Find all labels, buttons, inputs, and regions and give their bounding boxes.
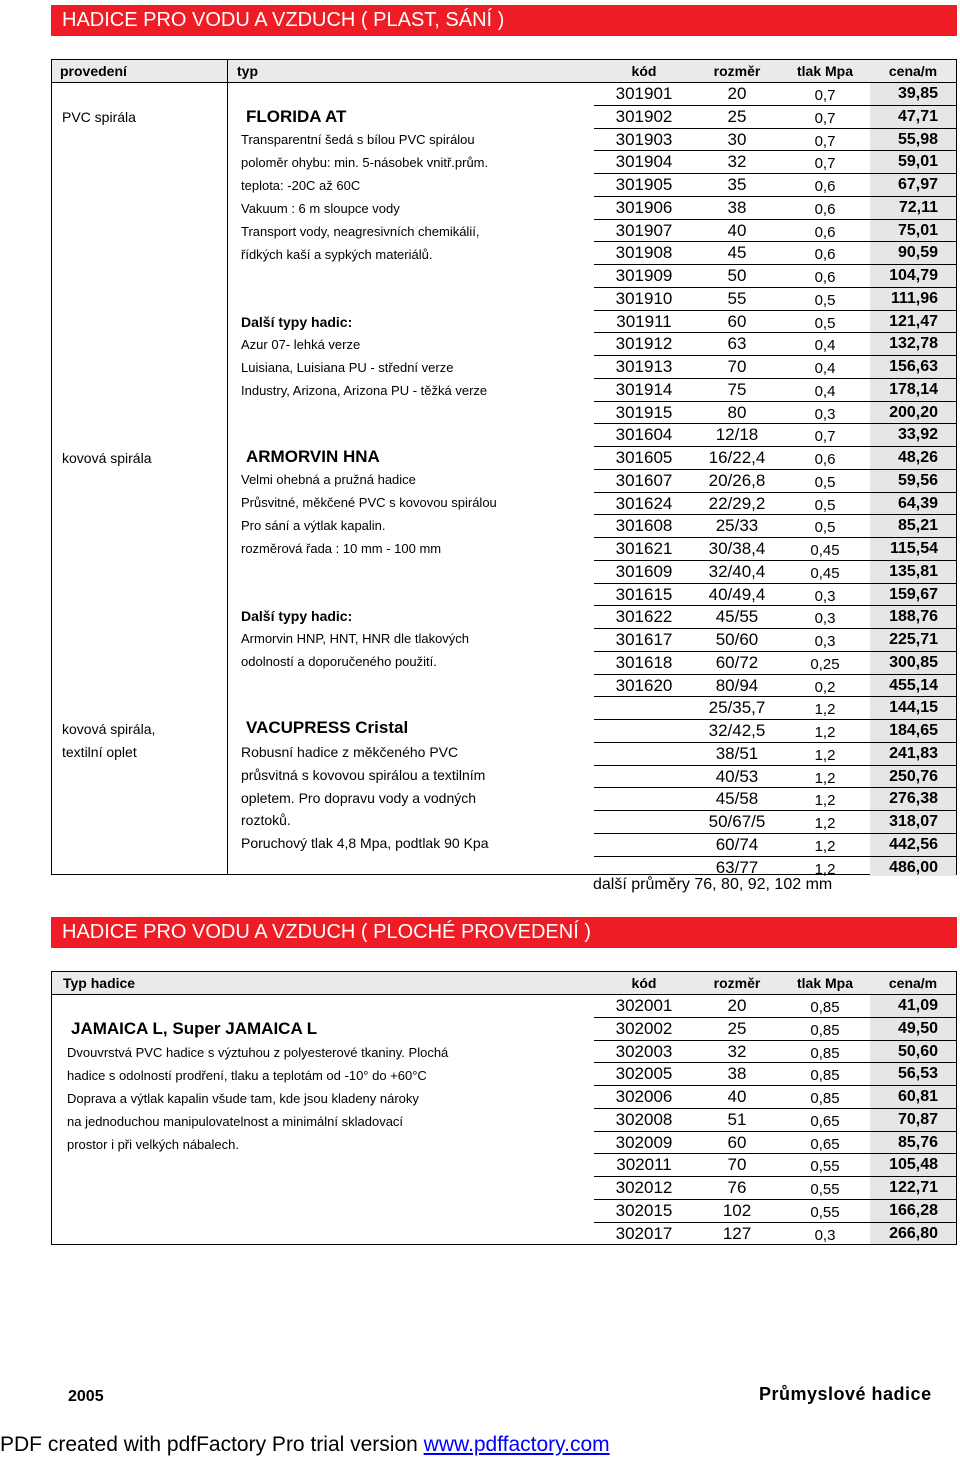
rozmer-cell: 20 (727, 84, 747, 103)
rozmer-cell: 51 (727, 1109, 747, 1129)
product-desc-line: Dvouvrstvá PVC hadice s výztuhou z polyesterové tkaniny. Plochá (67, 1045, 449, 1060)
product-desc-line: rozměrová řada : 10 mm - 100 mm (241, 541, 442, 556)
kod-cell: 301615 (615, 584, 673, 604)
product-desc-line: na jednoduchou manipulovatelnost a minimální skladovací (67, 1114, 404, 1129)
cena-cell: 48,26 (897, 449, 938, 466)
provedeni-label: kovová spirála (62, 450, 152, 466)
table-row (52, 584, 956, 607)
tlak-cell: 0,2 (814, 678, 836, 696)
tlak-cell: 0,55 (810, 1158, 840, 1176)
kod-cell: 301905 (615, 175, 673, 194)
rozmer-cell: 70 (727, 1155, 747, 1175)
product-desc-line: řídkých kaší a sypkých materiálů. (241, 247, 433, 262)
table-row (52, 515, 956, 538)
product-title: ARMORVIN HNA (246, 447, 380, 466)
rozmer-cell: 50 (727, 266, 747, 285)
other-type-line: Azur 07- lehká verze (241, 337, 361, 352)
rozmer-cell: 25 (727, 1018, 747, 1038)
table-row (52, 538, 956, 561)
table-row (52, 242, 956, 265)
kod-cell: 301907 (615, 220, 673, 240)
tlak-cell: 0,3 (814, 633, 836, 650)
rozmer-cell: 40/53 (715, 766, 759, 786)
rozmer-cell: 60/74 (715, 834, 759, 854)
rozmer-cell: 55 (727, 288, 747, 308)
table-row (52, 788, 956, 811)
rozmer-cell: 60/72 (715, 652, 759, 672)
footer-title: Průmyslové hadice (759, 1384, 932, 1404)
kod-cell: 301901 (615, 84, 673, 103)
tlak-cell: 0,3 (814, 1226, 836, 1244)
rozmer-cell: 20 (727, 996, 747, 1015)
kod-cell: 301912 (615, 334, 673, 354)
table-row (52, 470, 956, 493)
rozmer-cell: 35 (727, 175, 747, 194)
rozmer-cell: 45/55 (715, 607, 759, 627)
cena-cell: 55,98 (897, 130, 938, 148)
tlak-cell: 0,4 (814, 337, 836, 355)
header-typ: typ (237, 63, 258, 79)
header-kod: kód (631, 63, 657, 79)
product-title: VACUPRESS Cristal (246, 718, 409, 737)
tlak-cell: 0,4 (814, 382, 836, 400)
product-title: JAMAICA L, Super JAMAICA L (71, 1019, 318, 1038)
other-types-label: Další typy hadic: (241, 608, 353, 624)
tlak-cell: 0,5 (814, 496, 836, 514)
product-desc-line: teplota: -20C až 60C (241, 178, 361, 193)
table-row (52, 995, 956, 1018)
table-row (52, 402, 956, 425)
tlak-cell: 1,2 (814, 815, 836, 832)
kod-cell: 301904 (615, 152, 673, 172)
cena-cell: 486,00 (889, 858, 938, 876)
table-row (52, 220, 956, 243)
rozmer-cell: 102 (722, 1200, 752, 1220)
kod-cell: 301910 (615, 288, 673, 308)
table-row (52, 629, 956, 652)
rozmer-cell: 40 (727, 220, 747, 240)
cena-cell: 250,76 (889, 767, 938, 785)
tlak-cell: 1,2 (814, 724, 836, 741)
cena-cell: 135,81 (889, 562, 938, 580)
tlak-cell: 0,55 (810, 1203, 840, 1221)
kod-cell: 301903 (615, 129, 673, 149)
kod-cell: 302017 (615, 1223, 673, 1243)
tlak-cell: 1,2 (814, 792, 836, 810)
rozmer-cell: 80 (727, 402, 747, 422)
kod-cell: 301911 (616, 311, 672, 331)
cena-cell: 276,38 (889, 790, 938, 808)
table-row (52, 174, 956, 197)
tlak-cell: 0,85 (810, 1021, 840, 1039)
rozmer-cell: 63/77 (715, 857, 759, 877)
footer-year: 2005 (68, 1388, 104, 1405)
tlak-cell: 0,85 (810, 1044, 840, 1062)
table-row (52, 1177, 956, 1200)
tlak-cell: 0,55 (810, 1181, 840, 1198)
table-row (52, 606, 956, 629)
cena-cell: 105,48 (889, 1156, 938, 1174)
kod-cell: 301902 (615, 106, 673, 126)
rozmer-cell: 32 (727, 152, 747, 172)
cena-cell: 85,21 (897, 517, 938, 535)
product-desc-line: průsvitná s kovovou spirálou a textilním (241, 767, 486, 783)
diameters-note: další průměry 76, 80, 92, 102 mm (593, 876, 833, 893)
provedeni-label: textilní oplet (62, 744, 137, 760)
tlak-cell: 0,6 (814, 223, 836, 241)
kod-cell: 302015 (615, 1200, 673, 1220)
other-type-line: odolností a doporučeného použití. (241, 654, 437, 669)
other-type-line: Industry, Arizona, Arizona PU - těžká verze (241, 383, 488, 398)
rozmer-cell: 60 (727, 311, 747, 331)
cena-cell: 225,71 (889, 631, 938, 648)
section-title: HADICE PRO VODU A VZDUCH ( PLAST, SÁNÍ ) (51, 5, 957, 36)
cena-cell: 59,56 (897, 471, 938, 489)
cena-cell: 266,80 (889, 1224, 938, 1242)
kod-cell: 302008 (615, 1109, 673, 1129)
cena-cell: 132,78 (889, 335, 938, 353)
kod-cell: 301608 (615, 516, 673, 536)
header-tlak: tlak Mpa (796, 63, 853, 79)
rozmer-cell: 70 (727, 357, 747, 376)
rozmer-cell: 63 (727, 334, 747, 354)
other-type-line: Armorvin HNP, HNT, HNR dle tlakových (241, 631, 470, 646)
cena-cell: 47,71 (897, 107, 938, 125)
product-desc-line: Robusní hadice z měkčeného PVC (241, 744, 459, 760)
header-cena: cena/m (888, 975, 938, 991)
table-row (52, 720, 956, 743)
pdf-watermark (0, 1433, 610, 1457)
header-typ: Typ hadice (63, 975, 136, 991)
cena-cell: 442,56 (889, 835, 938, 853)
rozmer-cell: 32/42,5 (708, 721, 766, 740)
cena-cell: 49,50 (897, 1019, 938, 1037)
rozmer-cell: 50/67/5 (708, 812, 766, 831)
cena-cell: 59,01 (897, 153, 938, 171)
tlak-cell: 0,6 (814, 200, 836, 218)
tlak-cell: 0,3 (814, 587, 836, 605)
table-row (52, 697, 956, 720)
table-row (52, 675, 956, 698)
header-rozmer: rozměr (713, 975, 761, 991)
product-desc-line: Doprava a výtlak kapalin všude tam, kde jsou kladeny nároky (67, 1091, 419, 1106)
kod-cell: 301906 (615, 197, 673, 217)
cena-cell: 144,15 (889, 699, 938, 717)
tlak-cell: 0,65 (810, 1135, 840, 1153)
price-table (51, 59, 957, 878)
kod-cell: 301915 (615, 402, 673, 422)
kod-cell: 301618 (615, 652, 673, 672)
table-header (52, 972, 956, 995)
rozmer-cell: 25/33 (715, 516, 759, 536)
header-rozmer: rozměr (713, 63, 761, 79)
cena-cell: 75,01 (897, 221, 938, 239)
product-desc-line: Transparentní šedá s bílou PVC spirálou (241, 132, 475, 147)
tlak-cell: 0,45 (810, 564, 840, 582)
tlak-cell: 0,25 (810, 655, 840, 673)
section-title: HADICE PRO VODU A VZDUCH ( PLOCHÉ PROVEDENÍ ) (51, 917, 957, 948)
kod-cell: 302001 (615, 996, 673, 1015)
kod-cell: 301604 (615, 425, 673, 445)
cena-cell: 184,65 (889, 722, 938, 739)
rozmer-cell: 25/35,7 (708, 698, 766, 718)
cena-cell: 72,11 (898, 198, 938, 216)
table-row (52, 766, 956, 789)
kod-cell: 301617 (615, 630, 673, 649)
product-desc-line: opletem. Pro dopravu vody a vodných (241, 790, 477, 806)
cena-cell: 455,14 (889, 676, 938, 694)
cena-cell: 70,87 (897, 1110, 938, 1128)
other-types-label: Další typy hadic: (241, 314, 353, 330)
table-row (52, 561, 956, 584)
rozmer-cell: 80/94 (715, 675, 759, 695)
header-tlak: tlak Mpa (796, 975, 853, 991)
cena-cell: 159,67 (889, 585, 938, 603)
product-desc-line: hadice s odolností prodření, tlaku a teplotám od -10° do +60°C (67, 1068, 427, 1083)
tlak-cell: 0,85 (810, 1067, 840, 1085)
kod-cell: 301609 (615, 561, 673, 581)
cena-cell: 50,60 (897, 1042, 938, 1060)
cena-cell: 156,63 (889, 358, 938, 375)
rozmer-cell: 32/40,4 (708, 561, 766, 581)
product-desc-line: Velmi ohebná a pružná hadice (241, 472, 416, 487)
rozmer-cell: 30/38,4 (708, 539, 766, 558)
tlak-cell: 1,2 (814, 769, 836, 787)
kod-cell: 301605 (615, 448, 673, 467)
other-type-line: Luisiana, Luisiana PU - střední verze (241, 360, 454, 375)
cena-cell: 122,71 (889, 1179, 938, 1196)
rozmer-cell: 30 (727, 129, 747, 149)
table-row (52, 197, 956, 220)
product-desc-line: roztoků. (241, 812, 291, 828)
kod-cell: 301908 (615, 243, 673, 263)
table-row (52, 379, 956, 402)
tlak-cell: 0,6 (814, 451, 836, 468)
table-row (52, 106, 956, 129)
tlak-cell: 0,85 (810, 999, 840, 1016)
product-desc-line: prostor i při velkých nábalech. (67, 1137, 239, 1152)
kod-cell: 301913 (615, 357, 673, 376)
pdffactory-link[interactable]: www.pdffactory.com (423, 1433, 610, 1456)
tlak-cell: 0,85 (810, 1090, 840, 1107)
pdf-watermark-text: PDF created with pdfFactory Pro trial version (0, 1433, 424, 1456)
kod-cell: 302012 (615, 1178, 673, 1197)
cena-cell: 60,81 (897, 1088, 938, 1105)
product-desc-line: Vakuum : 6 m sloupce vody (241, 201, 400, 216)
tlak-cell: 0,45 (810, 542, 840, 559)
table-row (52, 811, 956, 834)
kod-cell: 301620 (615, 675, 673, 695)
cena-cell: 115,54 (889, 540, 938, 557)
cena-cell: 318,07 (889, 813, 938, 830)
tlak-cell: 0,5 (814, 291, 836, 309)
rozmer-cell: 45/58 (715, 789, 759, 809)
rozmer-cell: 16/22,4 (708, 448, 766, 467)
cena-cell: 188,76 (889, 608, 938, 626)
rozmer-cell: 32 (727, 1041, 747, 1061)
rozmer-cell: 20/26,8 (708, 470, 766, 490)
rozmer-cell: 12/18 (715, 425, 759, 445)
tlak-cell: 0,5 (814, 473, 836, 491)
kod-cell: 301622 (615, 607, 673, 627)
table-row (52, 424, 956, 447)
rozmer-cell: 45 (727, 243, 747, 263)
tlak-cell: 1,2 (814, 701, 836, 719)
table-row (52, 356, 956, 379)
table-row (52, 834, 956, 857)
price-table (51, 971, 957, 1245)
cena-cell: 85,76 (897, 1133, 938, 1151)
tlak-cell: 0,5 (814, 519, 836, 537)
tlak-cell: 0,3 (814, 405, 836, 423)
provedeni-label: PVC spirála (62, 109, 136, 125)
header-kod: kód (631, 975, 657, 991)
tlak-cell: 0,7 (814, 109, 836, 127)
cena-cell: 111,96 (890, 289, 938, 307)
header-provedeni: provedení (60, 63, 127, 79)
cena-cell: 241,83 (889, 744, 938, 762)
tlak-cell: 0,7 (814, 428, 836, 446)
kod-cell: 302006 (615, 1087, 673, 1106)
product-title: FLORIDA AT (246, 107, 347, 126)
table-row (52, 265, 956, 288)
cena-cell: 39,85 (897, 85, 938, 102)
kod-cell: 301621 (615, 539, 673, 558)
rozmer-cell: 38/51 (715, 743, 759, 763)
kod-cell: 301914 (615, 379, 673, 399)
header-cena: cena/m (888, 63, 938, 79)
cena-cell: 121,47 (889, 312, 938, 330)
table-row (52, 1200, 956, 1223)
kod-cell: 302009 (615, 1132, 673, 1152)
rozmer-cell: 75 (727, 379, 747, 399)
kod-cell: 302005 (615, 1064, 673, 1084)
kod-cell: 302003 (615, 1041, 673, 1061)
tlak-cell: 1,2 (814, 860, 836, 878)
cena-cell: 166,28 (889, 1201, 938, 1219)
tlak-cell: 0,3 (814, 610, 836, 628)
tlak-cell: 0,4 (814, 360, 836, 377)
product-desc-line: Transport vody, neagresivních chemikálií, (241, 224, 480, 239)
cena-cell: 90,59 (897, 244, 938, 262)
table-row (52, 311, 956, 334)
cena-cell: 104,79 (889, 267, 938, 284)
table-row (52, 493, 956, 516)
cena-cell: 200,20 (889, 403, 938, 421)
tlak-cell: 0,7 (814, 87, 836, 104)
rozmer-cell: 38 (727, 197, 747, 217)
rozmer-cell: 40 (727, 1087, 747, 1106)
tlak-cell: 0,7 (814, 132, 836, 150)
table-row (52, 743, 956, 766)
tlak-cell: 0,65 (810, 1112, 840, 1130)
cena-cell: 33,92 (897, 426, 938, 444)
cena-cell: 67,97 (897, 176, 938, 193)
kod-cell: 301624 (615, 493, 673, 513)
tlak-cell: 1,2 (814, 837, 836, 855)
tlak-cell: 0,7 (814, 155, 836, 173)
tlak-cell: 0,5 (814, 314, 836, 332)
rozmer-cell: 76 (727, 1178, 747, 1197)
cena-cell: 178,14 (889, 380, 938, 398)
kod-cell: 301909 (615, 266, 673, 285)
table-row (52, 129, 956, 152)
table-row (52, 151, 956, 174)
cena-cell: 41,09 (897, 997, 938, 1014)
table-row (52, 1223, 956, 1246)
table-row (52, 1154, 956, 1177)
tlak-cell: 0,6 (814, 246, 836, 264)
cena-cell: 64,39 (897, 494, 938, 512)
rozmer-cell: 50/60 (715, 630, 759, 649)
table-row (52, 288, 956, 311)
tlak-cell: 0,6 (814, 269, 836, 286)
table-row (52, 333, 956, 356)
product-desc-line: Poruchový tlak 4,8 Mpa, podtlak 90 Kpa (241, 835, 489, 851)
kod-cell: 301607 (615, 470, 673, 490)
product-desc-line: Průsvitné, měkčené PVC s kovovou spirálou (241, 495, 497, 510)
table-header (52, 60, 956, 83)
rozmer-cell: 127 (722, 1223, 752, 1243)
rozmer-cell: 60 (727, 1132, 747, 1152)
cena-cell: 56,53 (897, 1065, 938, 1083)
product-desc-line: Pro sání a výtlak kapalin. (241, 518, 386, 533)
rozmer-cell: 25 (727, 106, 747, 126)
cena-cell: 300,85 (889, 653, 938, 671)
kod-cell: 302011 (616, 1155, 672, 1175)
rozmer-cell: 40/49,4 (708, 584, 766, 604)
tlak-cell: 1,2 (814, 746, 836, 764)
provedeni-label: kovová spirála, (62, 721, 156, 737)
rozmer-cell: 38 (727, 1064, 747, 1084)
tlak-cell: 0,6 (814, 178, 836, 195)
rozmer-cell: 22/29,2 (708, 493, 766, 513)
table-row (52, 83, 956, 106)
table-row (52, 652, 956, 675)
product-desc-line: poloměr ohybu: min. 5-násobek vnitř.prům. (241, 155, 489, 170)
kod-cell: 302002 (615, 1018, 673, 1038)
table-row (52, 447, 956, 470)
